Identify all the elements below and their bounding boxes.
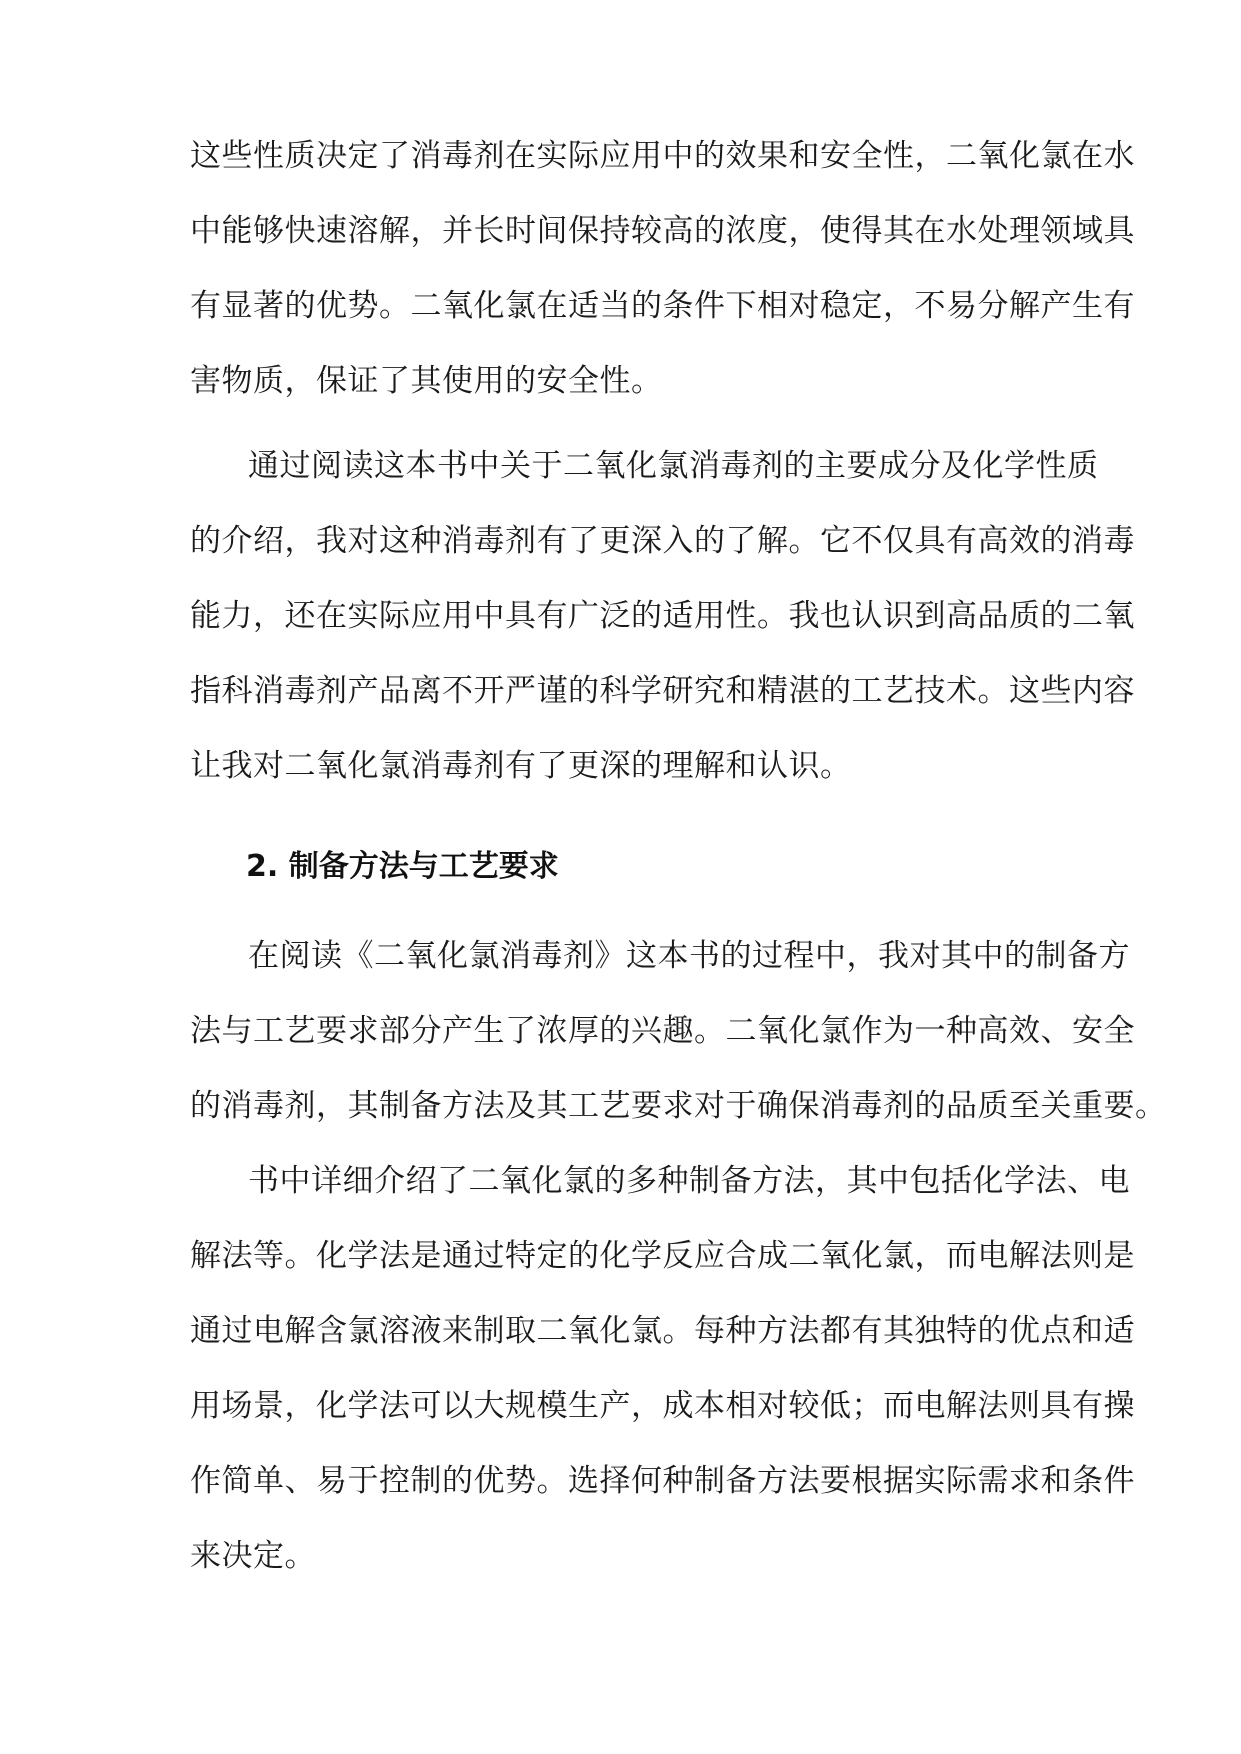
paragraph-line: 害物质，保证了其使用的安全性。 bbox=[190, 363, 663, 399]
paragraph-line: 通过阅读这本书中关于二氧化氯消毒剂的主要成分及化学性质 bbox=[248, 448, 1099, 484]
paragraph-line: 解法等。化学法是通过特定的化学反应合成二氧化氯，而电解法则是 bbox=[190, 1238, 1135, 1274]
paragraph-line: 这些性质决定了消毒剂在实际应用中的效果和安全性，二氧化氯在水 bbox=[190, 138, 1135, 174]
paragraph-line: 法与工艺要求部分产生了浓厚的兴趣。二氧化氯作为一种高效、安全 bbox=[190, 1013, 1135, 1049]
paragraph-line: 书中详细介绍了二氧化氯的多种制备方法，其中包括化学法、电 bbox=[248, 1163, 1130, 1199]
paragraph-line: 让我对二氧化氯消毒剂有了更深的理解和认识。 bbox=[190, 748, 852, 784]
paragraph-line: 能力，还在实际应用中具有广泛的适用性。我也认识到高品质的二氧 bbox=[190, 598, 1135, 634]
paragraph-line: 有显著的优势。二氧化氯在适当的条件下相对稳定，不易分解产生有 bbox=[190, 288, 1135, 324]
paragraph-line: 用场景，化学法可以大规模生产，成本相对较低；而电解法则具有操 bbox=[190, 1388, 1135, 1424]
paragraph-line: 的消毒剂，其制备方法及其工艺要求对于确保消毒剂的品质至关重要。 bbox=[190, 1088, 1167, 1124]
paragraph-line: 作简单、易于控制的优势。选择何种制备方法要根据实际需求和条件 bbox=[190, 1463, 1135, 1499]
paragraph-line: 来决定。 bbox=[190, 1538, 316, 1574]
paragraph-line: 指科消毒剂产品离不开严谨的科学研究和精湛的工艺技术。这些内容 bbox=[190, 673, 1135, 709]
paragraph-line: 中能够快速溶解，并长时间保持较高的浓度，使得其在水处理领域具 bbox=[190, 213, 1135, 249]
paragraph-line: 的介绍，我对这种消毒剂有了更深入的了解。它不仅具有高效的消毒 bbox=[190, 523, 1135, 559]
paragraph-line: 通过电解含氯溶液来制取二氧化氯。每种方法都有其独特的优点和适 bbox=[190, 1313, 1135, 1349]
paragraph-line: 在阅读《二氧化氯消毒剂》这本书的过程中，我对其中的制备方 bbox=[248, 938, 1130, 974]
section-heading: 2. 制备方法与工艺要求 bbox=[246, 849, 559, 884]
